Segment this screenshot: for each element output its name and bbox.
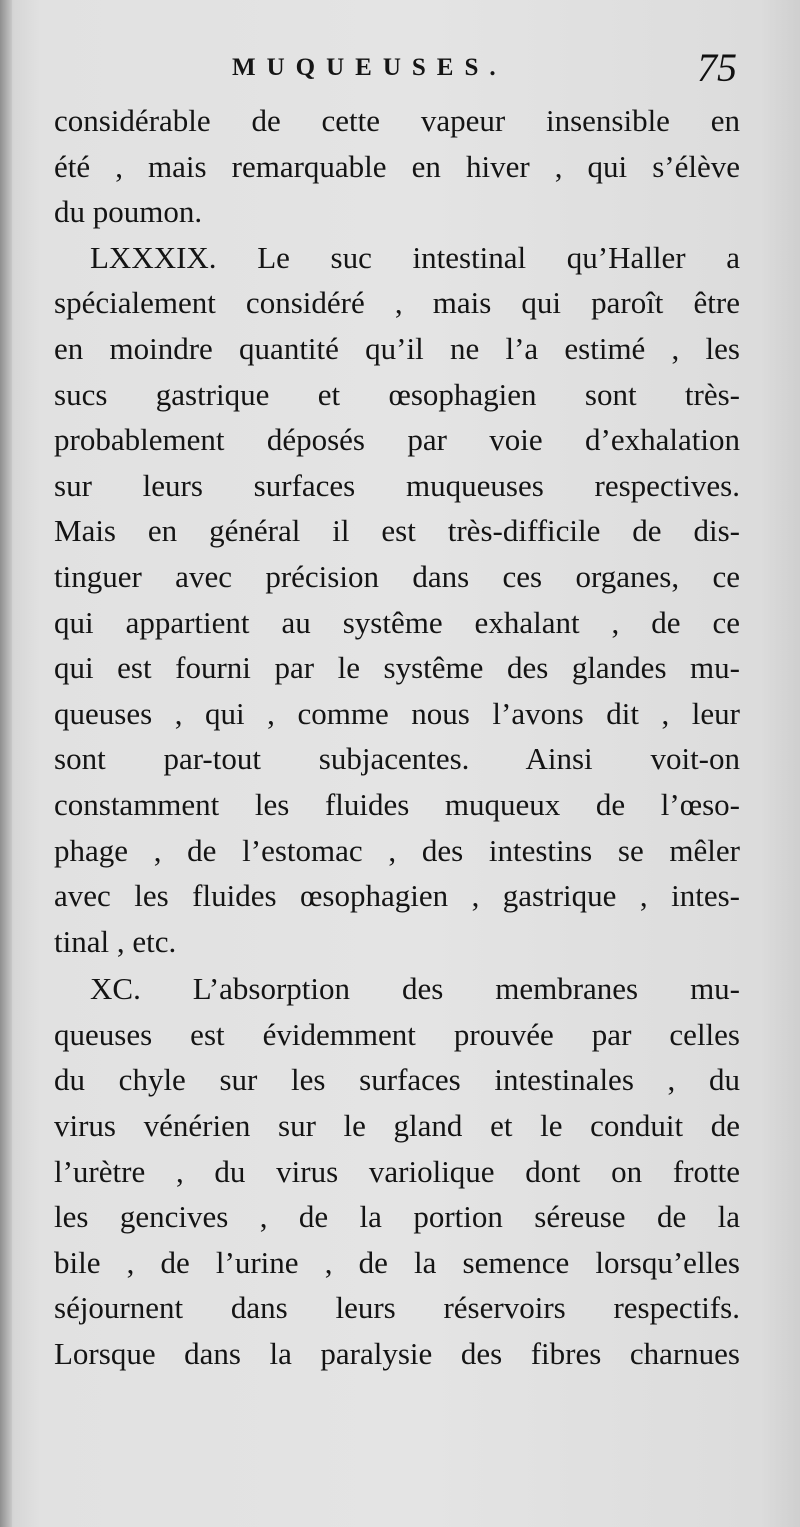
text-line: en moindre quantité qu’il ne l’a estimé , les — [54, 330, 740, 366]
text-line: séjournent dans leurs réservoirs respectifs. — [54, 1290, 740, 1326]
scan-edge-shadow — [0, 0, 12, 1527]
page-header — [0, 44, 800, 94]
text-line: avec les fluides œsophagien , gastrique , intes- — [54, 878, 740, 914]
text-line: bile , de l’urine , de la semence lorsqu’elles — [54, 1244, 740, 1280]
text-line: Mais en général il est très-difficile de dis- — [54, 513, 740, 549]
text-line: du poumon. — [54, 194, 203, 230]
text-line: l’urètre , du virus variolique dont on frotte — [54, 1153, 740, 1189]
page-number: 75 — [697, 45, 737, 90]
text-line: été , mais remarquable en hiver , qui s’élève — [54, 148, 740, 184]
text-line: Lorsque dans la paralysie des fibres charnues — [54, 1336, 740, 1372]
text-line: du chyle sur les surfaces intestinales , du — [54, 1062, 740, 1098]
text-line: constamment les fluides muqueux de l’œso- — [54, 786, 740, 822]
text-line: les gencives , de la portion séreuse de la — [54, 1199, 740, 1235]
text-line: sur leurs surfaces muqueuses respectives. — [54, 467, 740, 503]
text-line: queuses est évidemment prouvée par celles — [54, 1016, 740, 1052]
text-line: sont par-tout subjacentes. Ainsi voit-on — [54, 741, 740, 777]
paragraph-start-xc: XC. L’absorption des membranes mu- — [90, 971, 740, 1007]
text-line: sucs gastrique et œsophagien sont très- — [54, 376, 740, 412]
body-text — [54, 98, 740, 1377]
text-line: tinal , etc. — [54, 923, 177, 959]
text-line: qui est fourni par le systême des glandes mu- — [54, 650, 740, 686]
paragraph-start-lxxxix: LXXXIX. Le suc intestinal qu’Haller a — [90, 239, 740, 275]
running-head: MUQUEUSES. — [232, 54, 507, 81]
text-line: tinguer avec précision dans ces organes, ce — [54, 558, 740, 594]
text-line: virus vénérien sur le gland et le conduit de — [54, 1108, 740, 1144]
text-line: qui appartient au systême exhalant , de ce — [54, 604, 740, 640]
text-line: queuses , qui , comme nous l’avons dit , leur — [54, 695, 740, 731]
text-line: phage , de l’estomac , des intestins se mêler — [54, 832, 740, 868]
text-line: considérable de cette vapeur insensible en — [54, 103, 740, 138]
text-line: spécialement considéré , mais qui paroît être — [54, 285, 740, 321]
text-line: probablement déposés par voie d’exhalation — [54, 422, 740, 458]
